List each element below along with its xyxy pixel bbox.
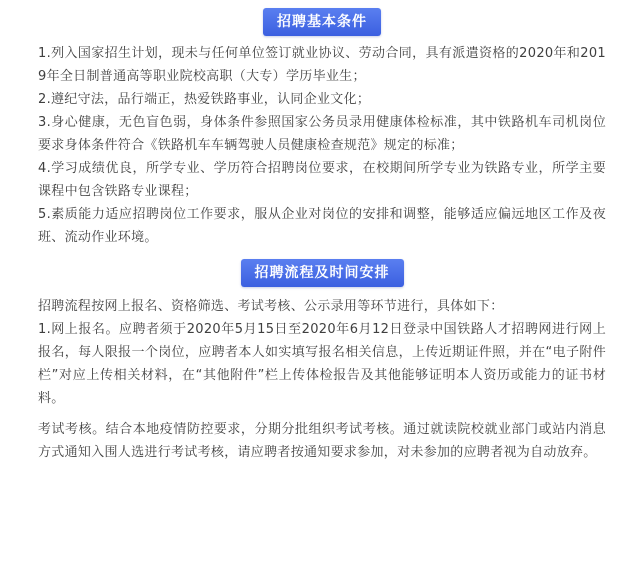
condition-item-4: 4.学习成绩优良，所学专业、学历符合招聘岗位要求，在校期间所学专业为铁路专业，所学主要课程中包含铁路专业课程； — [38, 161, 606, 199]
process-intro: 招聘流程按网上报名、资格筛选、考试考核、公示录用等环节进行，具体如下： — [38, 299, 504, 314]
condition-item-5: 5.素质能力适应招聘岗位工作要求，服从企业对岗位的安排和调整，能够适应偏远地区工作及夜班、流动作业环境。 — [38, 207, 606, 245]
process-step-online-registration: 1.网上报名。应聘者须于2020年5月15日至2020年6月12日登录中国铁路人才招聘网进行网上报名，每人限报一个岗位，应聘者本人如实填写报名相关信息，上传近期证件照，并在“电子附件栏”对应上传相关材料，在“其他附件”栏上传体检报告及其他能够证明本人资历或能力的证书材料。 — [38, 322, 606, 406]
condition-item-2: 2.遵纪守法，品行端正，热爱铁路事业，认同企业文化； — [38, 92, 371, 107]
condition-item-1: 1.列入国家招生计划，现未与任何单位签订就业协议、劳动合同，具有派遣资格的2020年和2019年全日制普通高等职业院校高职（大专）学历毕业生； — [38, 46, 606, 84]
basic-conditions-list — [38, 42, 606, 249]
condition-item-3: 3.身心健康，无色盲色弱，身体条件参照国家公务员录用健康体检标准，其中铁路机车司机岗位要求身体条件符合《铁路机车车辆驾驶人员健康检查规范》规定的标准； — [38, 115, 606, 153]
section-title-process-schedule: 招聘流程及时间安排 — [241, 259, 404, 287]
process-schedule-content — [38, 295, 606, 464]
section-header-basic-conditions — [38, 8, 606, 36]
section-header-process-schedule — [38, 259, 606, 287]
process-step-exam: 考试考核。结合本地疫情防控要求，分期分批组织考试考核。通过就读院校就业部门或站内消息方式通知入围人选进行考试考核，请应聘者按通知要求参加，对未参加的应聘者视为自动放弃。 — [38, 422, 606, 460]
section-title-basic-conditions: 招聘基本条件 — [263, 8, 381, 36]
